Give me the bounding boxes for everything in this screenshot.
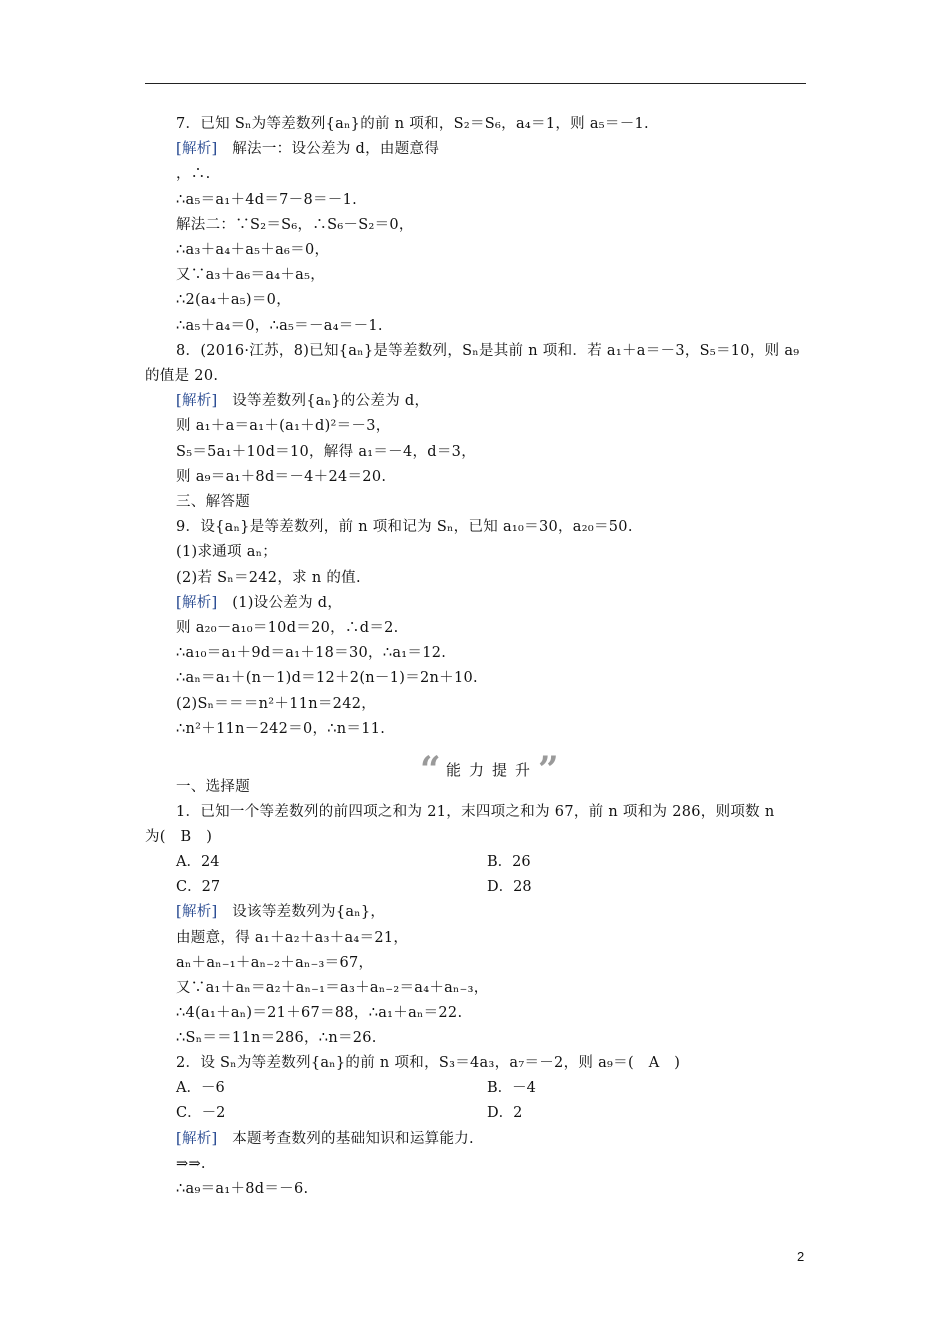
choice-option-q2-b: B．－4 bbox=[487, 1080, 536, 1096]
text-line-p8-l5 bbox=[176, 443, 476, 461]
line-text: ∴n²＋11n－242＝0，∴n＝11. bbox=[176, 721, 386, 737]
line-text: ∴a₉＝a₁＋8d＝－6. bbox=[176, 1181, 309, 1197]
text-line-p7-l5 bbox=[176, 241, 329, 259]
text-line-sec1 bbox=[176, 778, 250, 796]
line-text: 则 a₁＋a＝a₁＋(a₁＋d)²＝－3， bbox=[176, 418, 391, 434]
text-line-q1-l7 bbox=[176, 1004, 462, 1022]
line-text: ∴aₙ＝a₁＋(n－1)d＝12＋2(n－1)＝2n＋10. bbox=[176, 670, 478, 686]
line-text: 解法一：设公差为 d，由题意得 bbox=[217, 141, 440, 157]
text-line-p7 bbox=[176, 115, 649, 133]
text-line-q1-l5 bbox=[176, 954, 373, 972]
line-text: 又∵a₃＋a₆＝a₄＋a₅， bbox=[176, 267, 326, 283]
text-line-p9-1 bbox=[176, 543, 277, 561]
line-text: 的值是 20. bbox=[145, 368, 219, 384]
analysis-tag: [解析] bbox=[176, 595, 218, 611]
text-line-q1-tag bbox=[176, 903, 385, 921]
line-text: ∴a₁₀＝a₁＋9d＝a₁＋18＝30，∴a₁＝12. bbox=[176, 645, 447, 661]
analysis-tag: [解析] bbox=[176, 393, 218, 409]
line-text: ，∴. bbox=[176, 166, 211, 182]
text-line-p7-l3 bbox=[176, 191, 357, 209]
text-line-p8-l2 bbox=[145, 367, 218, 385]
text-line-q2 bbox=[176, 1054, 680, 1072]
choice-option-q2-d: D．2 bbox=[487, 1105, 523, 1121]
line-text: ∴a₅＋a₄＝0，∴a₅＝－a₄＝－1. bbox=[176, 318, 383, 334]
text-line-p9-l7 bbox=[176, 669, 478, 687]
text-line-p9-l8 bbox=[176, 695, 376, 713]
line-text: 设该等差数列为{aₙ}， bbox=[217, 904, 386, 920]
line-text: ∴2(a₄＋a₅)＝0， bbox=[176, 292, 292, 308]
line-text: 一、选择题 bbox=[176, 779, 250, 795]
text-line-p7-l4 bbox=[176, 216, 414, 234]
line-text: 7．已知 Sₙ为等差数列{aₙ}的前 n 项和，S₂＝S₆，a₄＝1，则 a₅＝－1. bbox=[176, 116, 649, 132]
text-line-p9-tag bbox=[176, 594, 342, 612]
text-line-p8-l4 bbox=[176, 417, 391, 435]
analysis-tag: [解析] bbox=[176, 141, 218, 157]
text-line-p7-tag bbox=[176, 140, 439, 158]
line-text: 则 a₂₀－a₁₀＝10d＝20，∴d＝2. bbox=[176, 620, 399, 636]
page-number: 2 bbox=[797, 1249, 805, 1264]
line-text: (2)Sₙ＝＝＝n²＋11n＝242， bbox=[176, 696, 377, 712]
text-line-sec3 bbox=[176, 493, 250, 511]
line-text: 为( B ) bbox=[145, 829, 213, 845]
text-line-p7-l8 bbox=[176, 317, 383, 335]
line-text: 又∵a₁＋aₙ＝a₂＋aₙ₋₁＝a₃＋aₙ₋₂＝a₄＋aₙ₋₃， bbox=[176, 980, 489, 996]
analysis-tag: [解析] bbox=[176, 1131, 218, 1147]
text-line-p9-l6 bbox=[176, 644, 446, 662]
line-text: 三、解答题 bbox=[176, 494, 250, 510]
text-line-q2-l4 bbox=[176, 1155, 206, 1173]
open-quote-icon: “ bbox=[420, 749, 441, 791]
text-line-p9-l5 bbox=[176, 619, 399, 637]
line-text: 解法二：∵S₂＝S₆，∴S₆－S₂＝0， bbox=[176, 217, 414, 233]
line-text: ∴4(a₁＋aₙ)＝21＋67＝88，∴a₁＋aₙ＝22. bbox=[176, 1005, 463, 1021]
text-line-p9-2 bbox=[176, 569, 361, 587]
text-line-p8-tag bbox=[176, 392, 429, 410]
line-text: (2)若 Sₙ＝242，求 n 的值. bbox=[176, 570, 361, 586]
line-text: (1)设公差为 d， bbox=[217, 595, 343, 611]
section-banner bbox=[420, 749, 566, 791]
text-line-p8 bbox=[176, 342, 799, 360]
line-text: (1)求通项 aₙ； bbox=[176, 544, 278, 560]
choice-option-q2-a: A．－6 bbox=[176, 1080, 225, 1096]
line-text: ∴Sₙ＝＝11n＝286，∴n＝26. bbox=[176, 1030, 377, 1046]
text-line-q1-l2 bbox=[145, 828, 212, 846]
line-text: aₙ＋aₙ₋₁＋aₙ₋₂＋aₙ₋₃＝67， bbox=[176, 955, 374, 971]
banner-title: 能力提升 bbox=[446, 761, 539, 779]
text-line-q1-l6 bbox=[176, 979, 489, 997]
text-line-p7-l7 bbox=[176, 291, 291, 309]
line-text: ∴a₅＝a₁＋4d＝7－8＝－1. bbox=[176, 192, 358, 208]
line-text: S₅＝5a₁＋10d＝10，解得 a₁＝－4，d＝3， bbox=[176, 444, 477, 460]
choice-option-q1-d: D．28 bbox=[487, 879, 532, 895]
choice-option-q1-a: A．24 bbox=[176, 854, 220, 870]
text-line-q1-l4 bbox=[176, 929, 408, 947]
line-text: 9．设{aₙ}是等差数列，前 n 项和记为 Sₙ，已知 a₁₀＝30，a₂₀＝50. bbox=[176, 519, 633, 535]
text-line-q1-l8 bbox=[176, 1029, 377, 1047]
line-text: 设等差数列{aₙ}的公差为 d， bbox=[217, 393, 430, 409]
analysis-tag: [解析] bbox=[176, 904, 218, 920]
choice-option-q1-b: B．26 bbox=[487, 854, 531, 870]
choice-option-q1-c: C．27 bbox=[176, 879, 221, 895]
text-line-p8-l6 bbox=[176, 468, 386, 486]
text-line-p7-l6 bbox=[176, 266, 325, 284]
line-text: ⇒⇒. bbox=[176, 1156, 206, 1172]
line-text: 本题考查数列的基础知识和运算能力. bbox=[217, 1131, 474, 1147]
line-text: 则 a₉＝a₁＋8d＝－4＋24＝20. bbox=[176, 469, 387, 485]
line-text: 1．已知一个等差数列的前四项之和为 21，末四项之和为 67，前 n 项和为 286，则项数 n bbox=[176, 804, 775, 820]
text-line-p7-l2 bbox=[176, 165, 211, 183]
close-quote-icon: ” bbox=[538, 749, 559, 791]
line-text: 由题意，得 a₁＋a₂＋a₃＋a₄＝21， bbox=[176, 930, 409, 946]
choice-option-q2-c: C．－2 bbox=[176, 1105, 226, 1121]
line-text: 2．设 Sₙ为等差数列{aₙ}的前 n 项和，S₃＝4a₃，a₇＝－2，则 a₉＝( A ) bbox=[176, 1055, 681, 1071]
line-text: 8．(2016·江苏，8)已知{aₙ}是等差数列，Sₙ是其前 n 项和．若 a₁＋a＝－3，S₅＝10，则 a₉ bbox=[176, 343, 800, 359]
text-line-p9-l9 bbox=[176, 720, 385, 738]
text-line-p9 bbox=[176, 518, 633, 536]
line-text: ∴a₃＋a₄＋a₅＋a₆＝0， bbox=[176, 242, 330, 258]
text-line-q2-l5 bbox=[176, 1180, 308, 1198]
text-line-q1 bbox=[176, 803, 775, 821]
header-rule bbox=[145, 83, 806, 84]
text-line-q2-tag bbox=[176, 1130, 474, 1148]
